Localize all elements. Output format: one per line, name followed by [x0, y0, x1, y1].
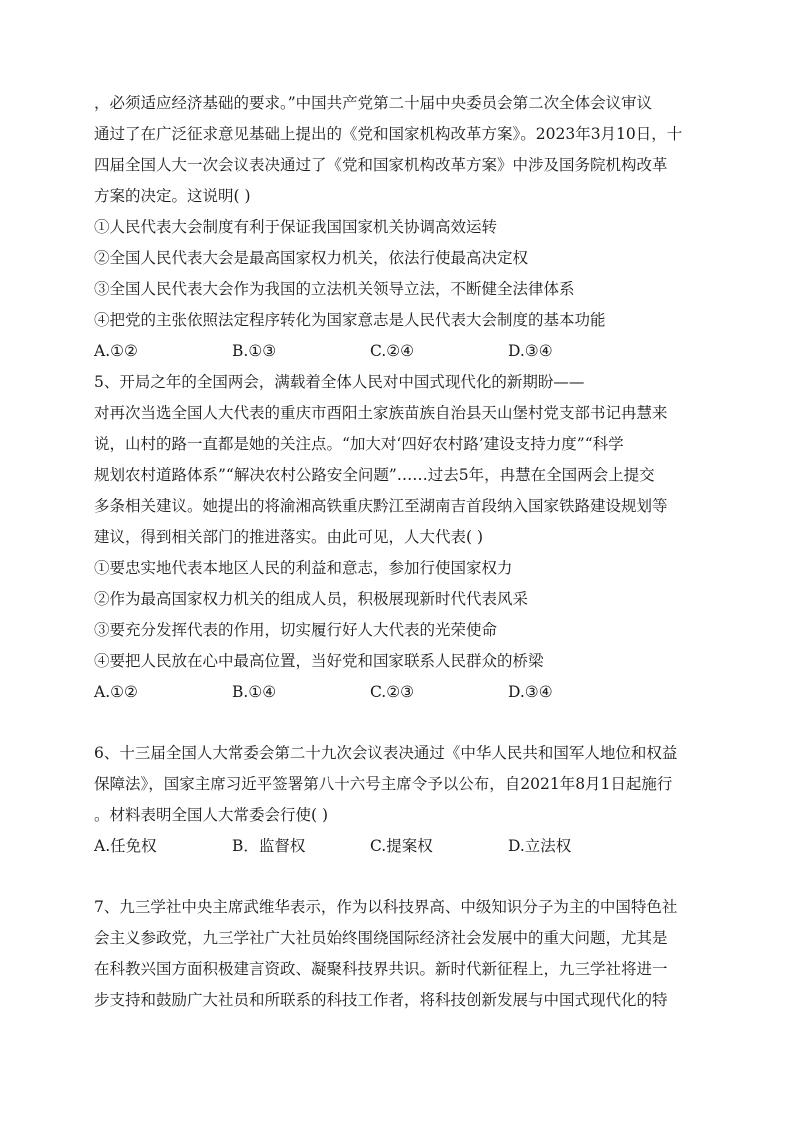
question-5-options [94, 677, 706, 708]
question-5-statement-4: ④要把人民放在心中最高位置，当好党和国家联系人民群众的桥梁 [94, 652, 544, 670]
question-4-statement-4: ④把党的主张依照法定程序转化为国家意志是人民代表大会制度的基本功能 [94, 311, 606, 329]
question-5-statement-2: ②作为最高国家权力机关的组成人员，积极展现新时代代表风采 [94, 590, 529, 608]
question-5-option-c: C.②③ [370, 683, 415, 701]
question-4-options [94, 336, 706, 367]
question-4 [94, 88, 706, 367]
question-6-option-c: C.提案权 [370, 837, 433, 855]
question-5-stem-line-2: 对再次当选全国人大代表的重庆市酉阳土家族苗族自治县天山堡村党支部书记冉慧来 [94, 404, 668, 422]
question-6-option-a: A.任免权 [94, 837, 157, 855]
question-5-stem-line-6: 建议，得到相关部门的推进落实。由此可见，人大代表( ) [94, 528, 484, 546]
question-7-stem-line-1: 7、九三学社中央主席武维华表示，作为以科技界高、中级知识分子为主的中国特色社 [94, 898, 678, 916]
question-4-statement-1: ①人民代表大会制度有利于保证我国国家机关协调高效运转 [94, 218, 498, 236]
question-4-statement-2: ②全国人民代表大会是最高国家权力机关，依法行使最高决定权 [94, 249, 529, 267]
question-7-stem-line-3: 在科教兴国方面积极建言资政、凝聚科技界共识。新时代新征程上，九三学社将进一 [94, 960, 668, 978]
question-4-statement-3: ③全国人民代表大会作为我国的立法机关领导立法，不断健全法律体系 [94, 280, 575, 298]
question-5-stem-line-1: 5、开局之年的全国两会，满载着全体人民对中国式现代化的新期盼—— [94, 373, 585, 391]
question-5-statement-3: ③要充分发挥代表的作用，切实履行好人大代表的光荣使命 [94, 621, 498, 639]
question-4-stem-line-1: ，必须适应经济基础的要求。”中国共产党第二十届中央委员会第二次全体会议审议 [94, 94, 653, 112]
question-4-option-a: A.①② [94, 342, 138, 360]
question-4-stem-line-2: 通过了在广泛征求意见基础上提出的《党和国家机构改革方案》。2023年3月10日，十 [94, 125, 683, 143]
question-5-option-b: B.①④ [232, 683, 277, 701]
question-5-option-a: A.①② [94, 683, 138, 701]
question-4-stem-line-3: 四届全国人大一次会议表决通过了《党和国家机构改革方案》中涉及国务院机构改革 [94, 156, 668, 174]
question-7-stem-line-4: 步支持和鼓励广大社员和所联系的科技工作者，将科技创新发展与中国式现代化的特 [94, 991, 668, 1009]
question-5-statement-1: ①要忠实地代表本地区人民的利益和意志，参加行使国家权力 [94, 559, 513, 577]
document-page [94, 88, 706, 1016]
spacer [94, 862, 706, 892]
question-6 [94, 738, 706, 862]
question-6-stem-line-2: 保障法》，国家主席习近平签署第八十六号主席令予以公布，自2021年8月1日起施行 [94, 775, 673, 793]
question-4-option-d: D.③④ [508, 342, 553, 360]
spacer [94, 708, 706, 738]
question-4-option-b: B.①③ [232, 342, 277, 360]
question-5 [94, 367, 706, 708]
question-6-option-b: B．监督权 [232, 837, 306, 855]
question-4-option-c: C.②④ [370, 342, 415, 360]
question-6-stem-line-3: 。材料表明全国人大常委会行使( ) [94, 806, 329, 824]
question-6-option-d: D.立法权 [508, 837, 572, 855]
question-5-stem-line-3: 说，山村的路一直都是她的关注点。“加大对‘四好农村路’建设支持力度”“科学 [94, 435, 624, 453]
question-5-stem-line-5: 多条相关建议。她提出的将渝湘高铁重庆黔江至湖南吉首段纳入国家铁路建设规划等 [94, 497, 668, 515]
question-6-options [94, 831, 706, 862]
question-5-option-d: D.③④ [508, 683, 553, 701]
question-6-stem-line-1: 6、十三届全国人大常委会第二十九次会议表决通过《中华人民共和国军人地位和权益 [94, 744, 678, 762]
question-7-stem-line-2: 会主义参政党，九三学社广大社员始终围绕国际经济社会发展中的重大问题，尤其是 [94, 929, 668, 947]
question-7 [94, 892, 706, 1016]
question-4-stem-line-4: 方案的决定。这说明( ) [94, 187, 251, 205]
question-5-stem-line-4: 规划农村道路体系”“解决农村公路安全问题”……过去5年，冉慧在全国两会上提交 [94, 466, 655, 484]
